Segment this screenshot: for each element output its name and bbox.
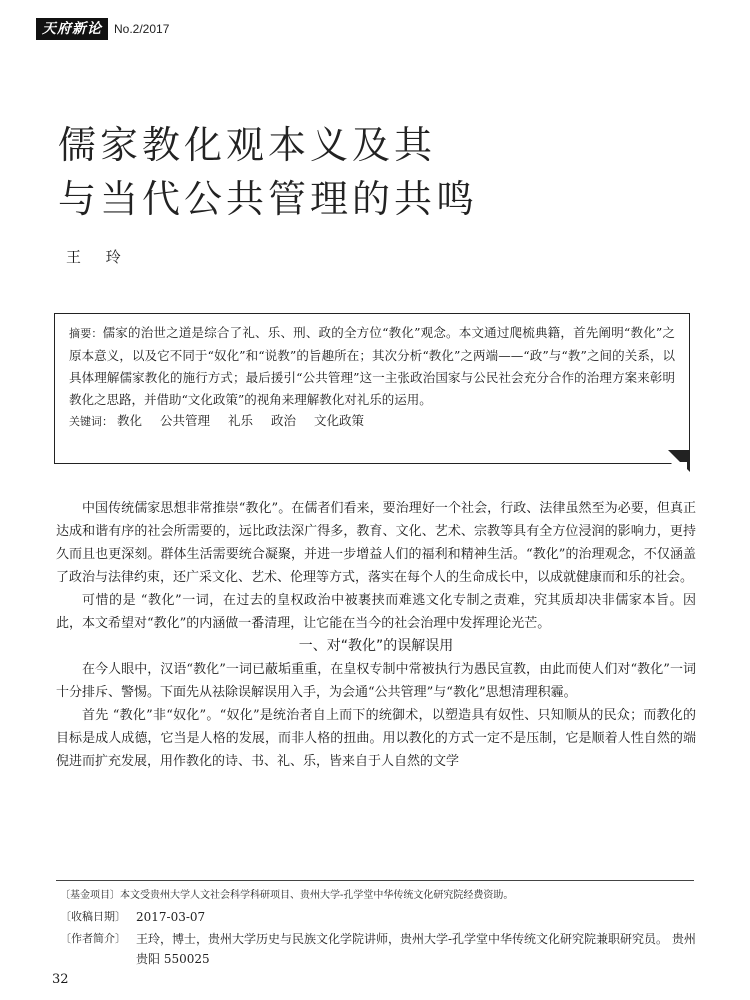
journal-logo: 天府新论 [36,18,108,40]
abstract-box-corner-inner [670,462,687,479]
keyword: 礼乐 [227,413,253,428]
journal-header [36,18,169,40]
funding-note: 〔基金项目〕本文受贵州大学人文社会科学科研项目、贵州大学-孔学堂中华传统文化研究院经费资助。 [60,890,514,901]
article-body [56,497,696,773]
footnote-divider [56,880,694,881]
abstract [69,322,675,411]
section-heading: 一、对“教化”的误解误用 [298,638,454,654]
paragraph: 在今人眼中，汉语“教化”一词已蔽垢重重，在皇权专制中常被执行为愚民宣教，由此而使人们对“教化”一词十分排斥、警惕。下面先从祛除误解误用入手，为会通“公共管理”与“教化”思想清理积霾。 [56,662,696,700]
author-bio-label: 〔作者简介〕 [60,932,126,945]
keywords [69,411,675,432]
keyword: 公共管理 [159,413,210,428]
page-number: 32 [52,972,69,987]
title-line-1: 儒家教化观本义及其 [58,123,437,167]
paragraph: 可惜的是 “教化”一词，在过去的皇权政治中被裹挟而难逃文化专制之责难，究其质却决非儒家本旨。因此，本文希望对“教化”的内涵做一番清理，让它能在当今的社会治理中发挥理论光芒。 [56,593,696,631]
received-date: 2017-03-07 [136,910,206,924]
paragraph: 首先 “教化”非“奴化”。“奴化”是统治者自上而下的统御术，以塑造具有奴性、只知顺从的民众；而教化的目标是成人成德，它当是人格的发展，而非人格的扭曲。用以教化的方式一定不是压制，它是顺着人性自然的端倪进而扩充发展，用作教化的诗、书、礼、乐，皆来自于人自然的文学 [56,708,696,769]
received-label: 〔收稿日期〕 [60,910,126,923]
abstract-box [54,313,690,464]
keyword: 教化 [116,413,142,428]
abstract-label: 摘要： [69,327,103,340]
received-date-row [60,907,696,927]
footnotes [60,887,696,969]
abstract-text: 儒家的治世之道是综合了礼、乐、刑、政的全方位“教化”观念。本文通过爬梳典籍，首先阐明“教化”之原本意义，以及它不同于“奴化”和“说教”的旨趣所在；其次分析“教化”之两端——“政”与“教”之间的关系，以具体理解儒家教化的施行方式；最后援引“公共管理”这一主张政治国家与公民社会充分合作的治理方案来彰明教化之思路，并借助“文化政策”的视角来理解教化对礼乐的运用。 [69,325,675,407]
paragraph: 中国传统儒家思想非常推崇“教化”。在儒者们看来，要治理好一个社会，行政、法律虽然至为必要，但真正达成和谐有序的社会所需要的，远比政法深广得多，教育、文化、艺术、宗教等具有全方位浸润的影响力，更持久而且也更深刻。群体生活需要统合凝聚，并进一步增益人们的福利和精神生活。“教化”的治理观念，不仅涵盖了政治与法律约束，还广采文化、艺术、伦理等方式，落实在每个人的生命成长中，以成就健康而和乐的社会。 [56,501,696,585]
issue-number: No.2/2017 [114,22,170,36]
keywords-label: 关键词： [69,415,113,428]
author-bio: 王玲，博士，贵州大学历史与民族文化学院讲师，贵州大学-孔学堂中华传统文化研究院兼职研究员。 贵州贵阳 550025 [136,932,696,966]
title-line-2: 与当代公共管理的共鸣 [58,177,479,221]
keyword: 文化政策 [313,413,364,428]
author-bio-row [60,929,696,969]
author-name: 王 玲 [66,248,131,266]
article-title [58,118,478,226]
keyword: 政治 [270,413,296,428]
